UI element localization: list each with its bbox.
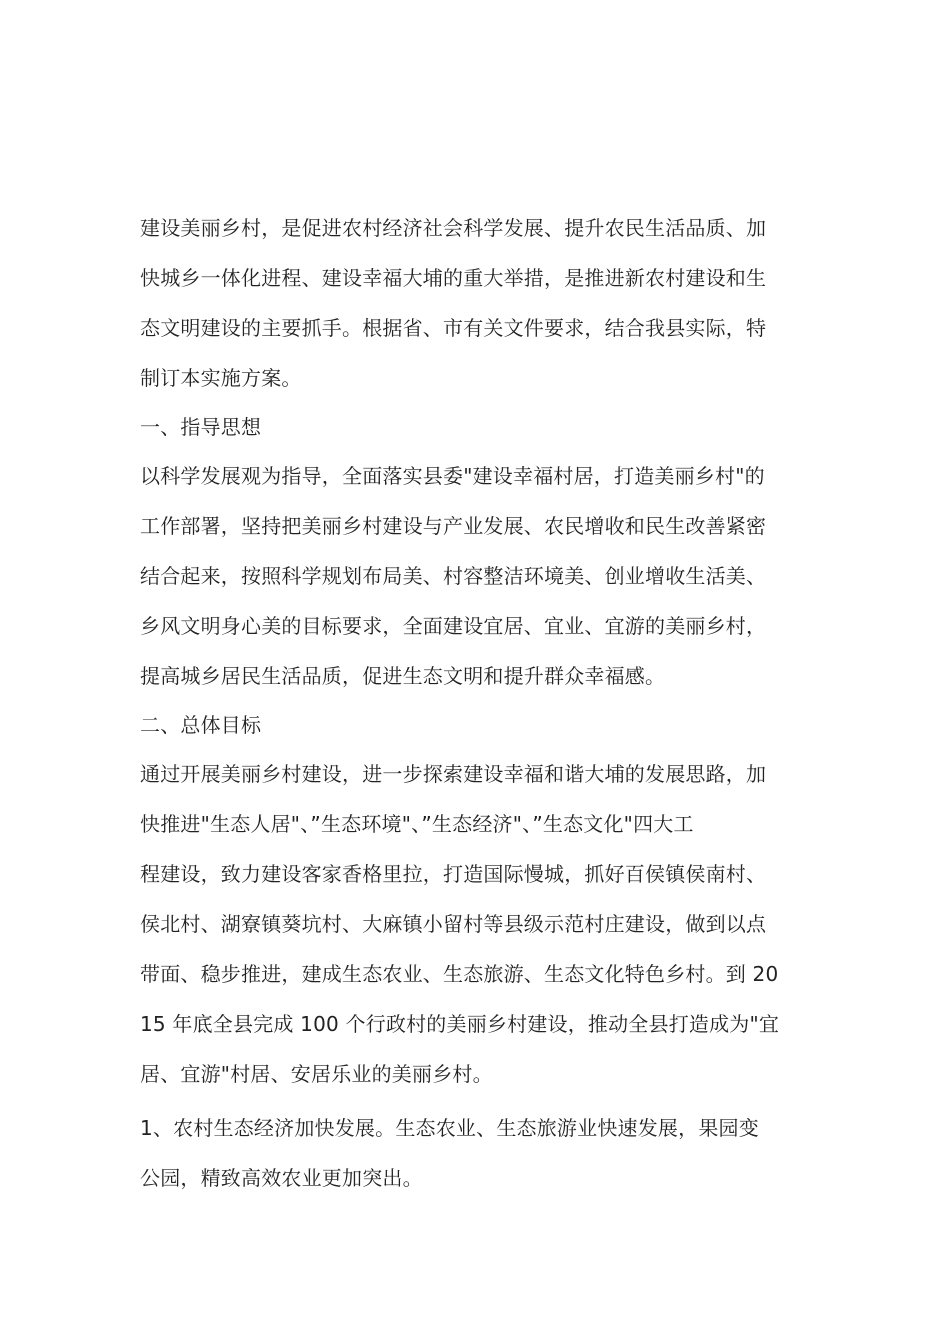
paragraph-line: 乡风文明身心美的目标要求，全面建设宜居、宜业、宜游的美丽乡村， xyxy=(140,614,767,638)
paragraph-line: 侯北村、湖寮镇葵坑村、大麻镇小留村等县级示范村庄建设，做到以点 xyxy=(140,912,767,936)
paragraph-line: 快推进"生态人居"、”生态环境"、”生态经济"、”生态文化"四大工 xyxy=(140,812,694,836)
paragraph-line: 结合起来，按照科学规划布局美、村容整洁环境美、创业增收生活美、 xyxy=(140,564,767,588)
numbered-item-1 xyxy=(140,1103,810,1203)
intro-paragraph xyxy=(140,203,810,403)
paragraph-line: 通过开展美丽乡村建设，进一步探索建设幸福和谐大埔的发展思路，加 xyxy=(140,762,767,786)
document-body xyxy=(140,203,810,1203)
paragraph-line: 制订本实施方案。 xyxy=(140,366,302,390)
paragraph-line: 居、宜游"村居、安居乐业的美丽乡村。 xyxy=(140,1062,493,1086)
paragraph-line: 建设美丽乡村，是促进农村经济社会科学发展、提升农民生活品质、加 xyxy=(140,216,767,240)
paragraph-line: 以科学发展观为指导，全面落实县委"建设幸福村居，打造美丽乡村"的 xyxy=(140,464,765,488)
paragraph-line: 快城乡一体化进程、建设幸福大埔的重大举措，是推进新农村建设和生 xyxy=(140,266,767,290)
paragraph-line: 程建设，致力建设客家香格里拉，打造国际慢城，抓好百侯镇侯南村、 xyxy=(140,862,767,886)
paragraph-line: 提高城乡居民生活品质，促进生态文明和提升群众幸福感。 xyxy=(140,664,666,688)
paragraph-line: 15 年底全县完成 100 个行政村的美丽乡村建设，推动全县打造成为"宜 xyxy=(140,1012,780,1036)
paragraph-line: 态文明建设的主要抓手。根据省、市有关文件要求，结合我县实际，特 xyxy=(140,316,767,340)
paragraph-line: 工作部署，坚持把美丽乡村建设与产业发展、农民增收和民生改善紧密 xyxy=(140,514,767,538)
section-heading-guiding-ideology: 一、指导思想 xyxy=(140,415,262,439)
guiding-ideology-paragraph xyxy=(140,451,810,701)
paragraph-line: 1、农村生态经济加快发展。生态农业、生态旅游业快速发展，果园变 xyxy=(140,1116,759,1140)
overall-goals-paragraph xyxy=(140,749,810,1099)
paragraph-line: 公园，精致高效农业更加突出。 xyxy=(140,1166,423,1190)
section-heading-overall-goals: 二、总体目标 xyxy=(140,713,262,737)
paragraph-line: 带面、稳步推进，建成生态农业、生态旅游、生态文化特色乡村。到 20 xyxy=(140,962,779,986)
